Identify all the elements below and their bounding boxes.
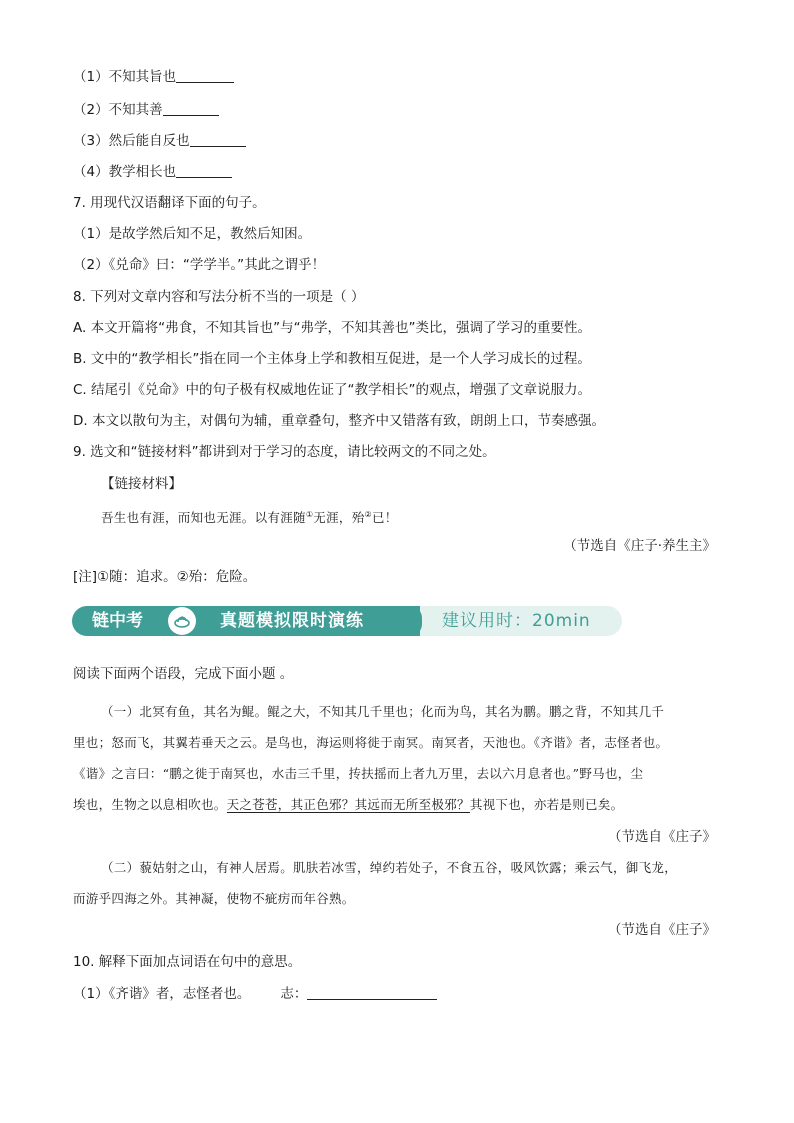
passage-1-line-4: 埃也，生物之以息相吹也。天之苍苍，其正色邪？其远而无所至极邪？其视下也，亦若是则已矣。 <box>73 797 624 812</box>
answer-blank[interactable] <box>307 985 437 1000</box>
q6-item-3: （3）然后能自反也 <box>73 132 246 150</box>
q8-option-d[interactable]: D. 本文以散句为主，对偶句为辅，重章叠句，整齐中又错落有致，朗朗上口，节奏感强。 <box>73 413 605 429</box>
q6-item-2: （2）不知其善 <box>73 101 219 119</box>
link-material-note: [注]①随：追求。②殆：危险。 <box>73 569 257 585</box>
passage-2-line-1: （二）藐姑射之山，有神人居焉。肌肤若冰雪，绰约若处子，不食五谷，吸风饮露；乘云气，御飞龙， <box>101 860 678 875</box>
link-logo-icon <box>168 607 196 635</box>
passage-1-line-1: （一）北冥有鱼，其名为鲲。鲲之大，不知其几千里也；化而为鸟，其名为鹏。鹏之背，不知其几千 <box>101 704 665 719</box>
banner-title-1: 链中考 <box>92 611 143 631</box>
banner-title-2: 真题模拟限时演练 <box>220 611 364 631</box>
answer-blank[interactable] <box>176 68 234 83</box>
passage-2-source: （节选自《庄子》 <box>608 922 716 938</box>
q6-item-1: （1）不知其旨也 <box>73 68 234 86</box>
q8-option-b[interactable]: B. 文中的“教学相长”指在同一个主体身上学和教相互促进，是一个人学习成长的过程。 <box>73 351 591 367</box>
q10-title: 10. 解释下面加点词语在句中的意思。 <box>73 954 302 970</box>
q8-option-c[interactable]: C. 结尾引《兑命》中的句子极有权威地佐证了“教学相长”的观点，增强了文章说服力。 <box>73 382 591 398</box>
reading-intro: 阅读下面两个语段，完成下面小题 。 <box>73 666 294 682</box>
banner-time-hint: 建议用时：20min <box>442 611 591 631</box>
q10-item-1: （1）《齐谐》者，志怪者也。 志： <box>73 985 437 1003</box>
q6-item-4: （4）教学相长也 <box>73 163 232 181</box>
passage-1-line-3: 《谐》之言曰：“鹏之徙于南冥也，水击三千里，抟扶摇而上者九万里，去以六月息者也。”野马也，尘 <box>73 766 644 781</box>
answer-blank[interactable] <box>176 163 232 178</box>
q9-title: 9. 选文和“链接材料”都讲到对于学习的态度，请比较两文的不同之处。 <box>73 444 496 460</box>
section-banner <box>72 606 622 636</box>
passage-1-line-2: 里也；怒而飞，其翼若垂天之云。是鸟也，海运则将徙于南冥。南冥者，天池也。《齐谐》者，志怪者也。 <box>73 735 669 750</box>
q7-sentence-1: （1）是故学然后知不足，教然后知困。 <box>73 226 312 242</box>
q8-title: 8. 下列对文章内容和写法分析不当的一项是（ ） <box>73 289 365 305</box>
link-material-text: 吾生也有涯，而知也无涯。以有涯随①无涯，殆②已！ <box>101 510 398 526</box>
q8-option-a[interactable]: A. 本文开篇将“弗食，不知其旨也”与“弗学，不知其善也”类比，强调了学习的重要性。 <box>73 320 592 336</box>
underlined-sentence: 天之苍苍，其正色邪？其远而无所至极邪？ <box>226 797 470 812</box>
link-material-label: 【链接材料】 <box>101 476 182 492</box>
q7-sentence-2: （2）《兑命》曰：“学学半。”其此之谓乎！ <box>73 257 326 273</box>
link-material-source: （节选自《庄子·养生主》 <box>563 538 716 554</box>
answer-blank[interactable] <box>190 132 246 147</box>
q7-title: 7. 用现代汉语翻译下面的句子。 <box>73 195 266 211</box>
passage-1-source: （节选自《庄子》 <box>608 829 716 845</box>
passage-2-line-2: 而游乎四海之外。其神凝，使物不疵疠而年谷熟。 <box>73 891 355 906</box>
answer-blank[interactable] <box>163 101 219 116</box>
